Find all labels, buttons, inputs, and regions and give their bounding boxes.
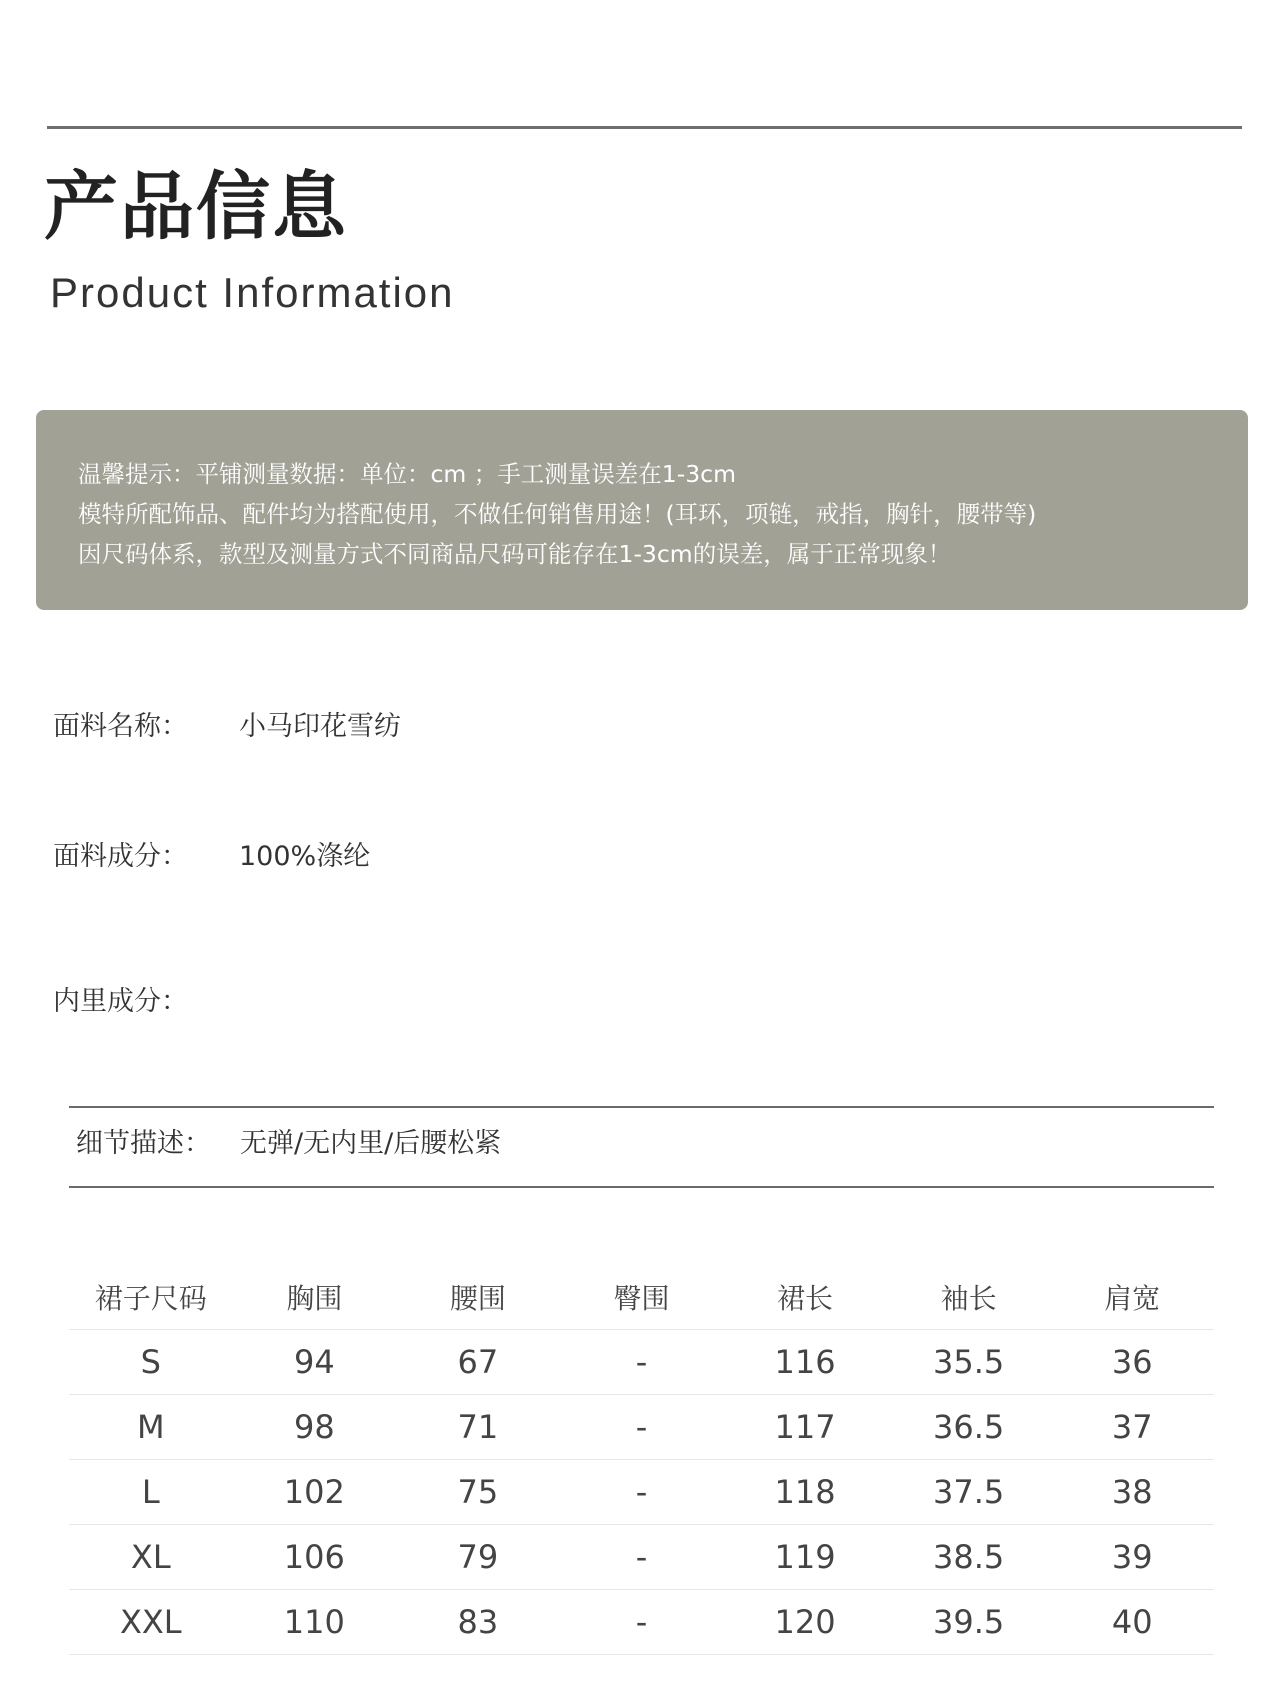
lining-composition-row bbox=[53, 988, 239, 1015]
table-cell: 119 bbox=[723, 1525, 887, 1590]
table-cell: 38.5 bbox=[887, 1525, 1051, 1590]
table-row bbox=[69, 1330, 1214, 1395]
column-header-sleeve-length: 袖长 bbox=[887, 1264, 1051, 1330]
page-title: 产品信息 bbox=[44, 164, 348, 250]
table-cell: 102 bbox=[233, 1460, 397, 1525]
table-cell: L bbox=[69, 1460, 233, 1525]
size-table bbox=[69, 1264, 1214, 1655]
notice-line: 温馨提示：平铺测量数据：单位：cm ；手工测量误差在1-3cm bbox=[78, 460, 736, 488]
table-cell: 117 bbox=[723, 1395, 887, 1460]
table-row bbox=[69, 1525, 1214, 1590]
notice-line: 模特所配饰品、配件均为搭配使用，不做任何销售用途！(耳环，项链，戒指，胸针，腰带等) bbox=[78, 500, 1037, 528]
fabric-name-row bbox=[53, 713, 401, 740]
table-cell: 39.5 bbox=[887, 1590, 1051, 1655]
fabric-composition-label: 面料成分： bbox=[53, 841, 188, 872]
notice-box bbox=[36, 410, 1248, 610]
column-header-skirt-length: 裙长 bbox=[723, 1264, 887, 1330]
table-cell: 110 bbox=[233, 1590, 397, 1655]
page-subtitle: Product Information bbox=[50, 269, 455, 316]
table-cell: 36 bbox=[1050, 1330, 1214, 1395]
fabric-composition-row bbox=[53, 843, 370, 870]
lining-composition-label: 内里成分： bbox=[53, 986, 188, 1017]
table-cell: 39 bbox=[1050, 1525, 1214, 1590]
top-divider bbox=[47, 126, 1242, 129]
table-cell: 35.5 bbox=[887, 1330, 1051, 1395]
column-header-size: 裙子尺码 bbox=[69, 1264, 233, 1330]
table-cell: 36.5 bbox=[887, 1395, 1051, 1460]
table-cell: - bbox=[560, 1330, 724, 1395]
table-cell: - bbox=[560, 1525, 724, 1590]
table-cell: XL bbox=[69, 1525, 233, 1590]
table-row bbox=[69, 1590, 1214, 1655]
table-cell: 94 bbox=[233, 1330, 397, 1395]
table-cell: 118 bbox=[723, 1460, 887, 1525]
table-cell: 106 bbox=[233, 1525, 397, 1590]
fabric-composition-value: 100%涤纶 bbox=[239, 841, 371, 872]
detail-description-label: 细节描述： bbox=[76, 1128, 211, 1159]
table-cell: M bbox=[69, 1395, 233, 1460]
table-cell: 83 bbox=[396, 1590, 560, 1655]
table-cell: - bbox=[560, 1460, 724, 1525]
table-cell: 37 bbox=[1050, 1395, 1214, 1460]
column-header-shoulder-width: 肩宽 bbox=[1050, 1264, 1214, 1330]
detail-description-value: 无弹/无内里/后腰松紧 bbox=[240, 1128, 502, 1159]
table-row bbox=[69, 1395, 1214, 1460]
table-cell: 116 bbox=[723, 1330, 887, 1395]
column-header-bust: 胸围 bbox=[233, 1264, 397, 1330]
column-header-hip: 臀围 bbox=[560, 1264, 724, 1330]
table-cell: 79 bbox=[396, 1525, 560, 1590]
size-table-header-row bbox=[69, 1264, 1214, 1330]
table-cell: 38 bbox=[1050, 1460, 1214, 1525]
table-cell: - bbox=[560, 1590, 724, 1655]
table-cell: 120 bbox=[723, 1590, 887, 1655]
detail-bottom-divider bbox=[69, 1186, 1214, 1188]
table-cell: XXL bbox=[69, 1590, 233, 1655]
table-cell: 67 bbox=[396, 1330, 560, 1395]
table-cell: S bbox=[69, 1330, 233, 1395]
fabric-name-value: 小马印花雪纺 bbox=[239, 711, 401, 742]
table-cell: 98 bbox=[233, 1395, 397, 1460]
detail-top-divider bbox=[69, 1106, 1214, 1108]
table-row bbox=[69, 1460, 1214, 1525]
table-cell: - bbox=[560, 1395, 724, 1460]
detail-description-row bbox=[76, 1130, 501, 1157]
table-cell: 40 bbox=[1050, 1590, 1214, 1655]
table-cell: 37.5 bbox=[887, 1460, 1051, 1525]
table-cell: 71 bbox=[396, 1395, 560, 1460]
table-cell: 75 bbox=[396, 1460, 560, 1525]
fabric-name-label: 面料名称： bbox=[53, 711, 188, 742]
notice-line: 因尺码体系，款型及测量方式不同商品尺码可能存在1-3cm的误差，属于正常现象！ bbox=[78, 540, 952, 568]
column-header-waist: 腰围 bbox=[396, 1264, 560, 1330]
